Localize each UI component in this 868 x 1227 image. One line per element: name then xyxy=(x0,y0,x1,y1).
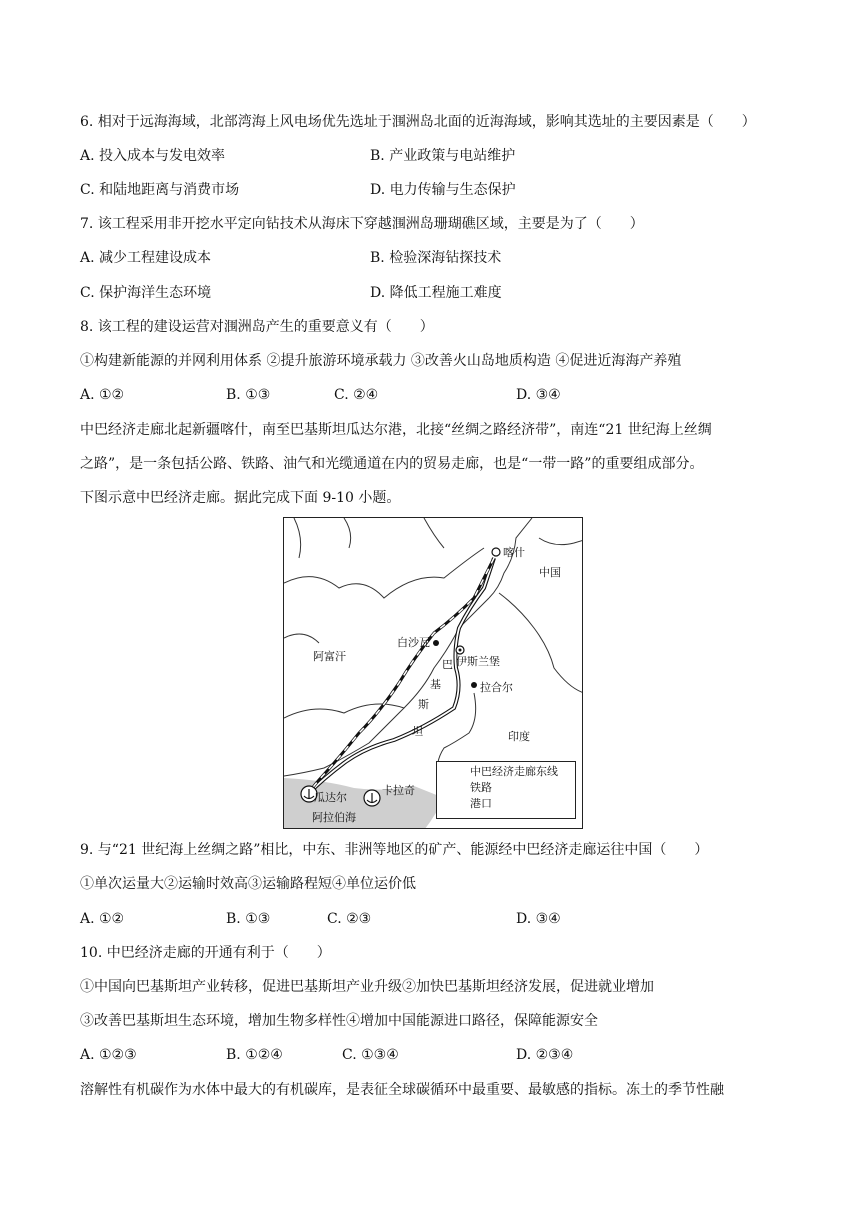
q10-items-line-1: ①中国向巴基斯坦产业转移，促进巴基斯坦产业升级②加快巴基斯坦经济发展，促进就业增加 xyxy=(80,979,654,995)
label-ba: 巴 xyxy=(442,658,453,671)
label-arabian-sea: 阿拉伯海 xyxy=(312,811,356,824)
passage-line-3: 下图示意中巴经济走廊。据此完成下面 9-10 小题。 xyxy=(80,490,401,506)
border-north xyxy=(284,548,484,598)
q7-option-b: B. 检验深海钻探技术 xyxy=(370,250,502,266)
label-india: 印度 xyxy=(508,730,530,743)
q9-option-b: B. ①③ xyxy=(226,911,271,927)
q6-option-a: A. 投入成本与发电效率 xyxy=(80,148,226,164)
railway-outer xyxy=(309,558,494,793)
question-8-stem: 8. 该工程的建设运营对涠洲岛产生的重要意义有（ ） xyxy=(80,319,434,335)
passage-line-1: 中巴经济走廊北起新疆喀什，南至巴基斯坦瓜达尔港，北接“丝绸之路经济带”，南连“21 世纪海上丝绸 xyxy=(80,422,712,438)
peshawar-marker xyxy=(433,640,439,646)
label-gwadar: 瓜达尔 xyxy=(314,791,347,804)
q10-option-b: B. ①②④ xyxy=(226,1047,283,1063)
border-nw xyxy=(294,518,301,558)
q8-items: ①构建新能源的并网利用体系 ②提升旅游环境承载力 ③改善火山岛地质构造 ④促进近海海产养殖 xyxy=(80,353,682,369)
border-nw2 xyxy=(344,518,351,548)
border-china-india xyxy=(499,593,583,693)
label-islamabad: 伊斯兰堡 xyxy=(456,655,500,668)
q9-option-d: D. ③④ xyxy=(516,911,561,927)
q8-option-c: C. ②④ xyxy=(334,387,379,403)
question-6-stem: 6. 相对于远海海域，北部湾海上风电场优先选址于涠洲岛北面的近海海域，影响其选址的主要因素是（ ） xyxy=(80,114,756,130)
q10-items-line-2: ③改善巴基斯坦生态环境，增加生物多样性④增加中国能源进口路径，保障能源安全 xyxy=(80,1013,598,1029)
label-afghanistan: 阿富汗 xyxy=(313,650,346,663)
legend-corridor-label: 中巴经济走廊东线 xyxy=(470,765,558,778)
q9-option-a: A. ①② xyxy=(80,911,125,927)
label-tan: 坦 xyxy=(412,725,423,738)
question-10-stem: 10. 中巴经济走廊的开通有利于（ ） xyxy=(80,945,331,961)
q10-option-c: C. ①③④ xyxy=(342,1047,399,1063)
passage2-line-1: 溶解性有机碳作为水体中最大的有机碳库，是表征全球碳循环中最重要、最敏感的指标。冻土的季节性融 xyxy=(80,1082,724,1098)
kashgar-marker xyxy=(492,548,500,556)
border-west-1 xyxy=(284,634,319,643)
border-n3 xyxy=(424,518,444,548)
q6-option-d: D. 电力传输与生态保护 xyxy=(370,182,516,198)
q10-option-d: D. ②③④ xyxy=(516,1047,574,1063)
q10-option-a: A. ①②③ xyxy=(80,1047,137,1063)
q7-option-a: A. 减少工程建设成本 xyxy=(80,250,212,266)
label-si: 斯 xyxy=(418,698,429,711)
question-9-stem: 9. 与“21 世纪海上丝绸之路”相比，中东、非洲等地区的矿产、能源经中巴经济走廊运往中国（ ） xyxy=(80,842,709,858)
border-ne xyxy=(539,538,583,545)
label-peshawar: 白沙瓦 xyxy=(397,636,430,649)
lahore-marker xyxy=(471,682,477,688)
q9-option-c: C. ②③ xyxy=(327,911,372,927)
q6-option-c: C. 和陆地距离与消费市场 xyxy=(80,182,240,198)
passage-line-2: 之路”，是一条包括公路、铁路、油气和光缆通道在内的贸易走廊，也是“一带一路”的重要组成部分。 xyxy=(80,456,704,472)
q7-option-c: C. 保护海洋生态环境 xyxy=(80,285,212,301)
q7-option-d: D. 降低工程施工难度 xyxy=(370,285,502,301)
label-lahore: 拉合尔 xyxy=(480,681,513,694)
karachi-port-anchor xyxy=(364,790,380,806)
q8-option-d: D. ③④ xyxy=(516,387,561,403)
q8-option-a: A. ①② xyxy=(80,387,125,403)
label-ji: 基 xyxy=(430,678,441,691)
q8-option-b: B. ①③ xyxy=(226,387,271,403)
q9-items: ①单次运量大②运输时效高③运输路程短④单位运价低 xyxy=(80,876,416,892)
label-kashgar: 喀什 xyxy=(503,546,525,559)
islamabad-marker-dot xyxy=(459,649,462,652)
question-7-stem: 7. 该工程采用非开挖水平定向钻技术从海床下穿越涠洲岛珊瑚礁区域，主要是为了（ ） xyxy=(80,216,644,232)
label-china: 中国 xyxy=(539,566,561,579)
legend-railway-label: 铁路 xyxy=(470,781,492,794)
legend-port-label: 港口 xyxy=(470,797,492,810)
q6-option-b: B. 产业政策与电站维护 xyxy=(370,148,516,164)
label-karachi: 卡拉奇 xyxy=(382,784,415,797)
cpec-map xyxy=(283,517,583,829)
